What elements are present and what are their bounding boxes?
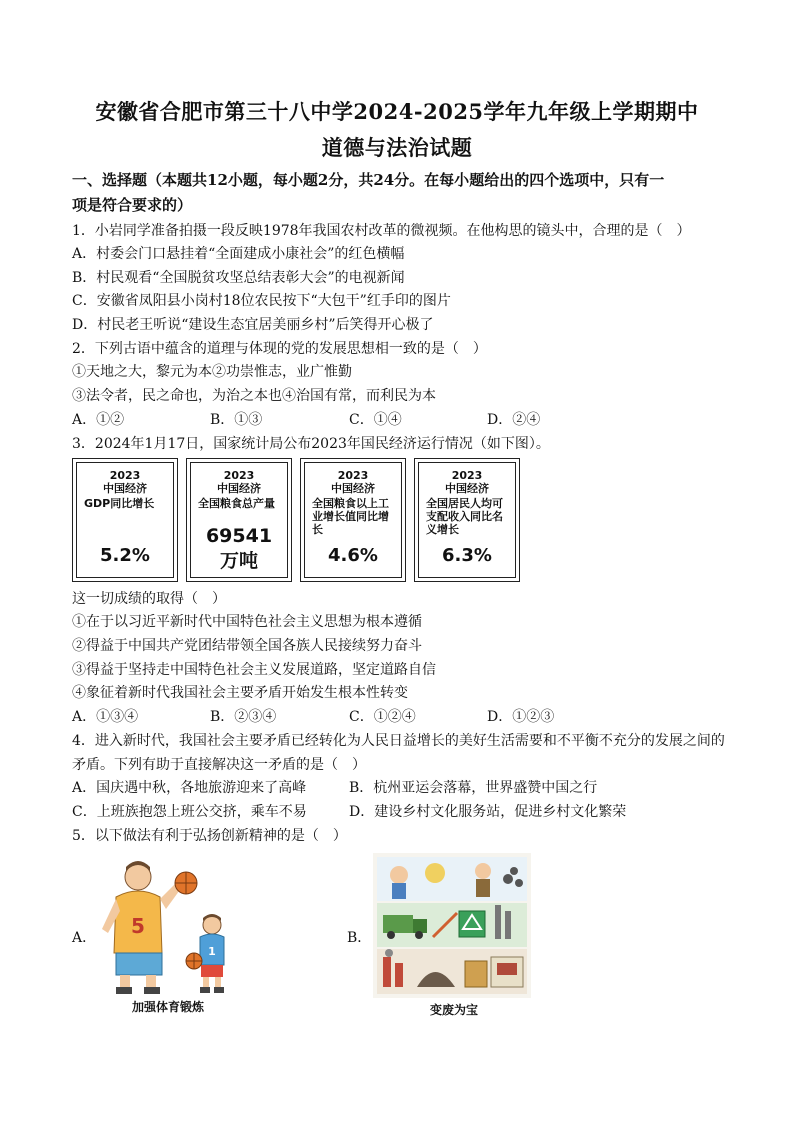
q2-option-a: A．①② <box>72 412 125 428</box>
q2-stem: 2．下列古语中蕴含的道理与体现的党的发展思想相一致的是（ ） <box>72 341 487 357</box>
q3-option-d: D．①②③ <box>487 709 555 725</box>
q2-option-b: B．①③ <box>210 412 263 428</box>
q2-items-line1: ①天地之大，黎元为本②功崇惟志，业广惟勤 <box>72 364 352 380</box>
q1-option-b: B．村民观看“全国脱贫攻坚总结表彰大会”的电视新闻 <box>72 270 405 286</box>
q3-options <box>72 707 732 727</box>
q5-option-b-caption: 变废为宝 <box>430 1003 479 1017</box>
stat-card-subtitle: 中国经济 <box>445 482 489 495</box>
stat-card-value: 5.2% <box>100 545 150 566</box>
stat-card-income <box>414 458 520 582</box>
q2-options <box>72 410 732 430</box>
jersey-number: 1 <box>208 945 216 958</box>
stat-card-gdp <box>72 458 178 582</box>
q2-option-d: D．②④ <box>487 412 541 428</box>
section-heading-line1: 一、选择题（本题共12小题，每小题2分，共24分。在每小题给出的四个选项中，只有一 <box>72 171 665 189</box>
basketball-players-illustration <box>96 855 242 995</box>
stat-card-year: 2023 <box>451 469 483 482</box>
stat-card-value: 4.6% <box>328 545 378 566</box>
stat-card-year: 2023 <box>223 469 255 482</box>
q5-stem: 5．以下做法有利于弘扬创新精神的是（ ） <box>72 828 347 844</box>
q3-lead: 这一切成绩的取得（ ） <box>72 591 226 607</box>
stat-card-year: 2023 <box>109 469 141 482</box>
q3-item-2: ②得益于中国共产党团结带领全国各族人民接续努力奋斗 <box>72 638 422 654</box>
exam-title-line1: 安徽省合肥市第三十八中学2024-2025学年九年级上学期期中 <box>95 99 699 124</box>
q3-item-3: ③得益于坚持走中国特色社会主义发展道路，坚定道路自信 <box>72 662 436 678</box>
q1-stem: 1．小岩同学准备拍摄一段反映1978年我国农村改革的微视频。在他构思的镜头中，合理的是（ ） <box>72 223 691 239</box>
q5-option-a-caption: 加强体育锻炼 <box>132 1000 205 1014</box>
economy-stats-cards <box>72 458 522 582</box>
q5-option-a-label: A． <box>72 930 97 946</box>
q3-option-c: C．①②④ <box>349 709 416 725</box>
exam-title-line2: 道德与法治试题 <box>321 135 473 160</box>
q5-option-b-label: B． <box>347 930 372 946</box>
stat-card-label: 全国居民人均可支配收入同比名义增长 <box>426 497 503 536</box>
q4-stem-line2: 矛盾。下列有助于直接解决这一矛盾的是（ ） <box>72 757 366 773</box>
q3-item-4: ④象征着新时代我国社会主要矛盾开始发生根本性转变 <box>72 685 408 701</box>
q4-options-row1 <box>72 778 732 798</box>
q4-option-a: A．国庆遇中秋，各地旅游迎来了高峰 <box>72 780 307 796</box>
stat-card-label: 全国粮食以上工业增长值同比增长 <box>312 497 389 536</box>
stat-card-value: 69541 <box>205 525 273 547</box>
q4-options-row2 <box>72 802 732 822</box>
stat-card-industry <box>300 458 406 582</box>
stat-card-subtitle: 中国经济 <box>103 482 147 495</box>
q3-stem: 3．2024年1月17日，国家统计局公布2023年国民经济运行情况（如下图）。 <box>72 436 550 452</box>
q3-item-1: ①在于以习近平新时代中国特色社会主义思想为根本遵循 <box>72 614 422 630</box>
q4-option-d: D．建设乡村文化服务站，促进乡村文化繁荣 <box>349 804 627 820</box>
stat-card-value: 6.3% <box>442 545 492 566</box>
q1-option-a: A．村委会门口悬挂着“全面建成小康社会”的红色横幅 <box>72 246 405 262</box>
stat-card-value-unit: 万吨 <box>219 550 258 572</box>
stat-card-subtitle: 中国经济 <box>331 482 375 495</box>
q4-option-c: C．上班族抱怨上班公交挤，乘车不易 <box>72 804 307 820</box>
q1-option-d: D．村民老王听说“建设生态宜居美丽乡村”后笑得开心极了 <box>72 317 434 333</box>
q3-option-a: A．①③④ <box>72 709 139 725</box>
q1-option-c: C．安徽省凤阳县小岗村18位农民按下“大包干”红手印的图片 <box>72 293 451 309</box>
jersey-number: 5 <box>131 914 145 938</box>
section-heading-line2: 项是符合要求的） <box>72 196 193 214</box>
q2-option-c: C．①④ <box>349 412 402 428</box>
q4-stem-line1: 4．进入新时代，我国社会主要矛盾已经转化为人民日益增长的美好生活需要和不平衡不充分的发展之间的 <box>72 733 725 749</box>
q2-items-line2: ③法令者，民之命也，为治之本也④治国有常，而利民为本 <box>72 388 436 404</box>
stat-card-grain <box>186 458 292 582</box>
stat-card-label: GDP同比增长 <box>84 497 155 510</box>
q3-option-b: B．②③④ <box>210 709 277 725</box>
stat-card-subtitle: 中国经济 <box>217 482 261 495</box>
stat-card-year: 2023 <box>337 469 369 482</box>
stat-card-label: 全国粮食总产量 <box>198 497 275 510</box>
recycling-illustration <box>373 853 531 998</box>
q4-option-b: B．杭州亚运会落幕，世界盛赞中国之行 <box>349 780 598 796</box>
